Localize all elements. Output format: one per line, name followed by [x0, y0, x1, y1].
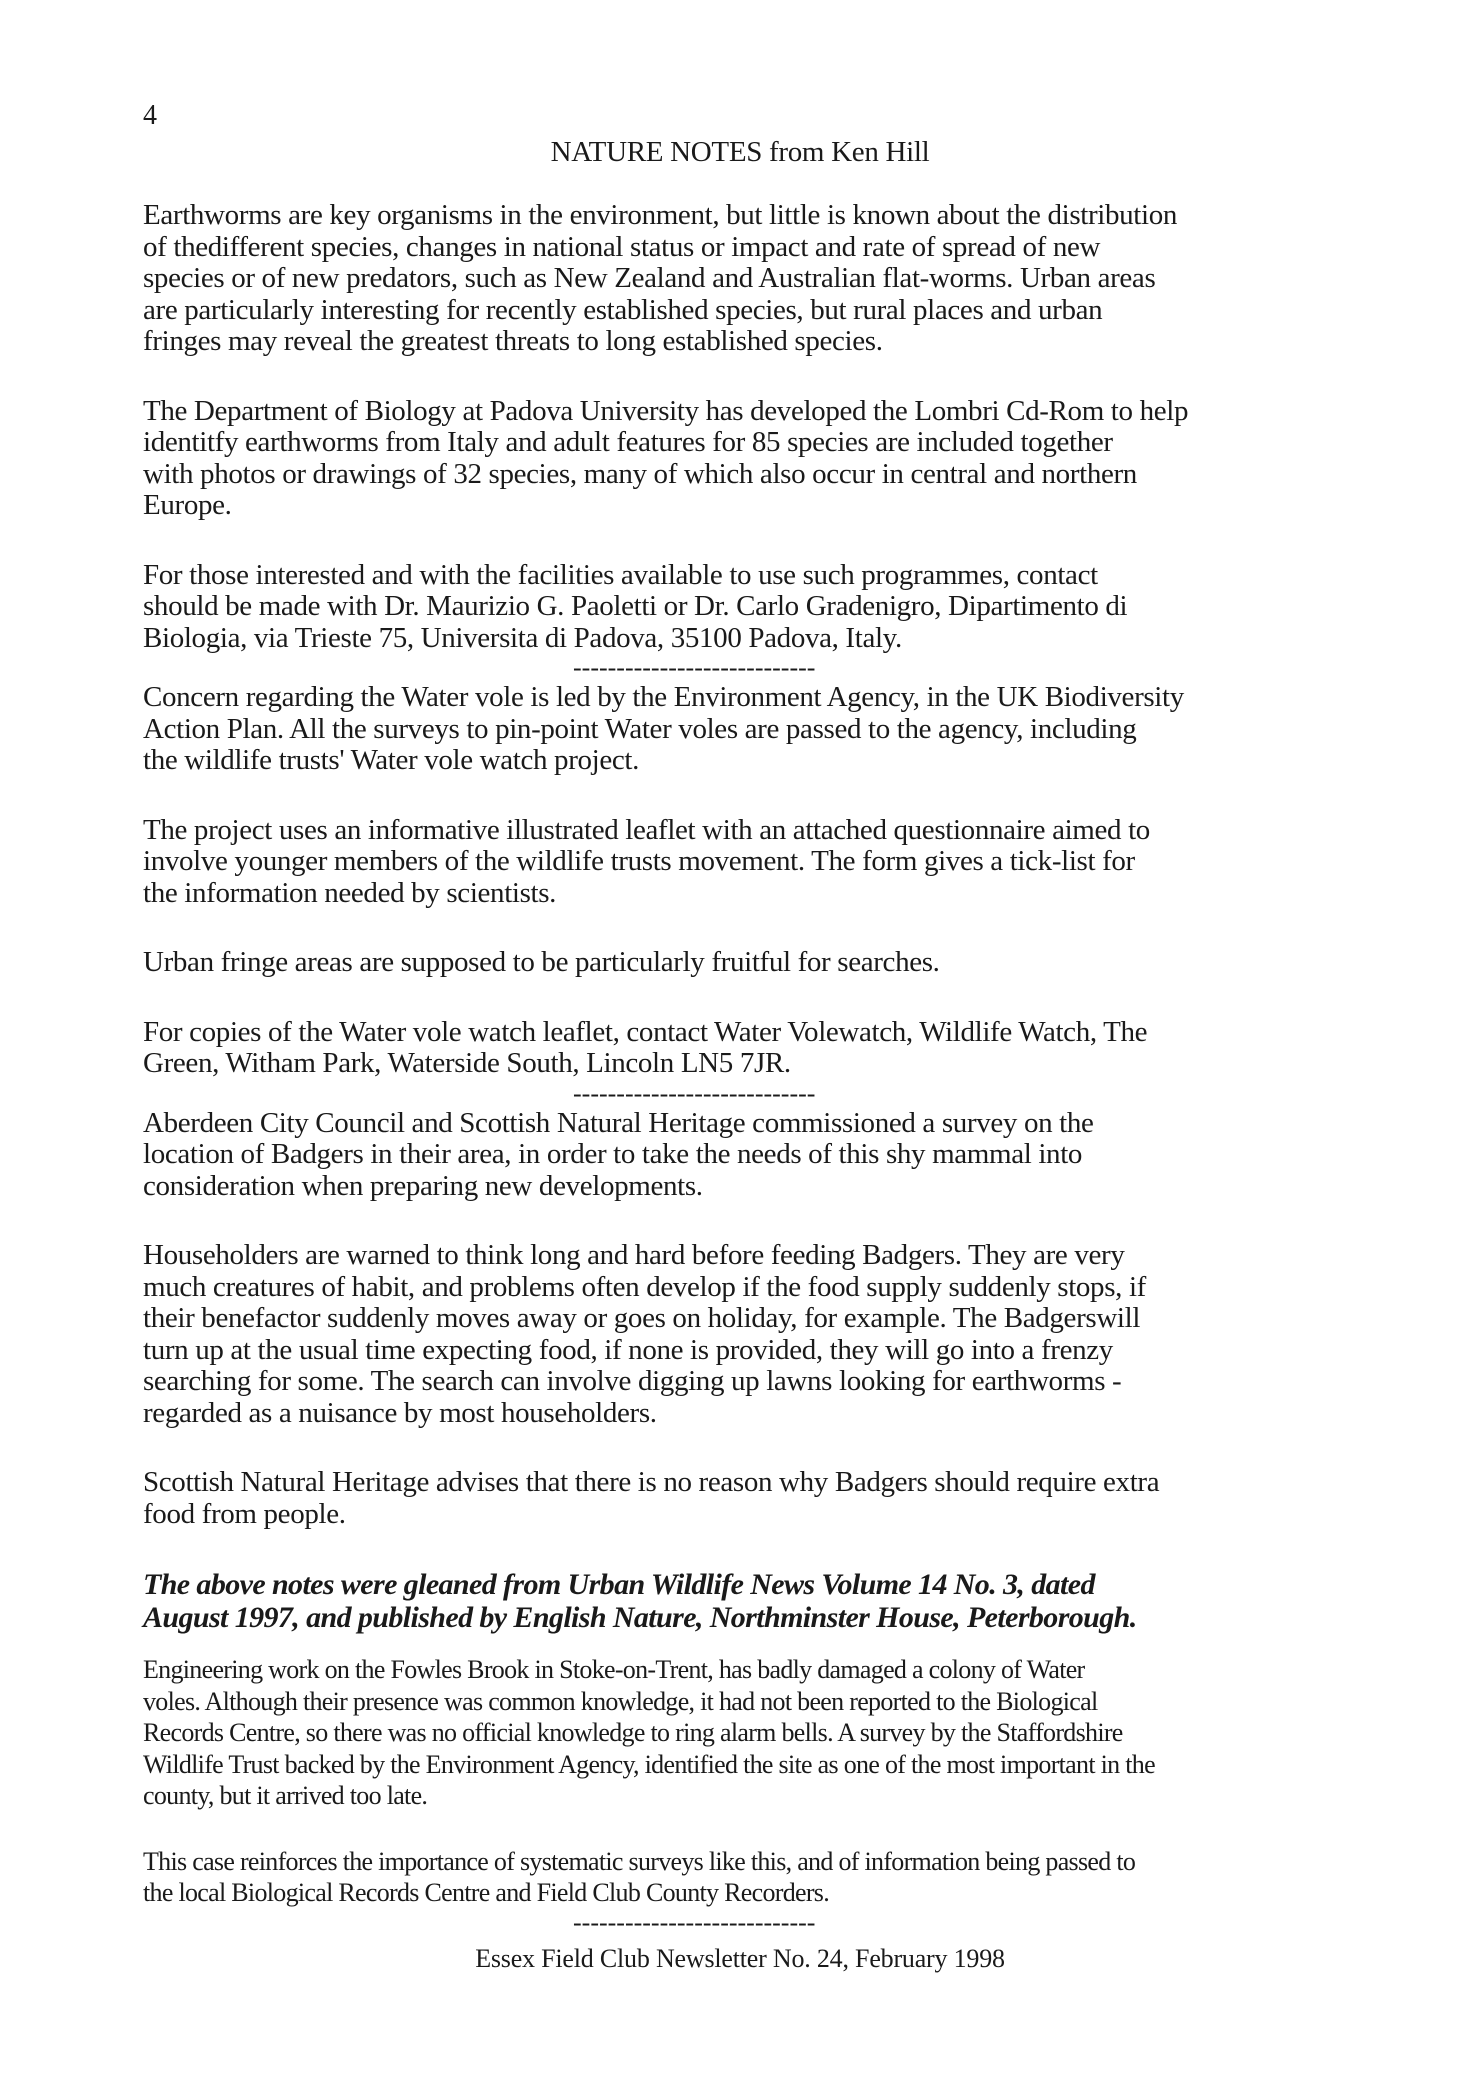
- text-line: county, but it arrived too late.: [143, 1781, 428, 1810]
- text-line: For those interested and with the facilities available to use such programmes, contact: [143, 558, 1098, 591]
- text-line: the local Biological Records Centre and Field Club County Recorders.: [143, 1878, 830, 1907]
- newsletter-footer: Essex Field Club Newsletter No. 24, February 1998: [475, 1944, 1005, 1973]
- text-line: Europe.: [143, 489, 232, 521]
- text-line: with photos or drawings of 32 species, many of which also occur in central and northern: [143, 457, 1137, 490]
- text-line: are particularly interesting for recently established species, but rural places and urban: [143, 293, 1103, 326]
- text-line: For copies of the Water vole watch leaflet, contact Water Volewatch, Wildlife Watch, The: [143, 1015, 1148, 1048]
- section-divider: ----------------------------: [573, 1907, 816, 1937]
- text-line: Green, Witham Park, Waterside South, Lincoln LN5 7JR.: [143, 1047, 791, 1079]
- text-line: involve younger members of the wildlife trusts movement. The form gives a tick-list for: [143, 845, 1135, 877]
- text-line: their benefactor suddenly moves away or goes on holiday, for example. The Badgerswill: [143, 1302, 1141, 1334]
- text-line: searching for some. The search can involve digging up lawns looking for earthworms -: [143, 1365, 1122, 1397]
- text-line: Urban fringe areas are supposed to be particularly fruitful for searches.: [143, 946, 940, 978]
- text-line: should be made with Dr. Maurizio G. Paoletti or Dr. Carlo Gradenigro, Dipartimento di: [143, 590, 1128, 622]
- fowles-brook-paragraph-1: [143, 1654, 1343, 1812]
- text-line: Wildlife Trust backed by the Environment Agency, identified the site as one of the most important in the: [143, 1749, 1155, 1779]
- text-line: August 1997, and published by English Nature, Northminster House, Peterborough.: [143, 1601, 1137, 1634]
- water-vole-paragraph-3: [143, 947, 1343, 979]
- text-line: the information needed by scientists.: [143, 876, 557, 909]
- water-vole-paragraph-1: [143, 682, 1343, 777]
- text-line: food from people.: [143, 1497, 346, 1530]
- earthworms-paragraph-1: [143, 200, 1343, 358]
- text-line: much creatures of habit, and problems often develop if the food supply suddenly stops, if: [143, 1270, 1146, 1303]
- badgers-paragraph-2: [143, 1240, 1343, 1429]
- text-line: The project uses an informative illustrated leaflet with an attached questionnaire aimed to: [143, 813, 1150, 846]
- badgers-paragraph-3: [143, 1467, 1343, 1530]
- text-line: the wildlife trusts' Water vole watch project.: [143, 744, 640, 776]
- source-attribution: [143, 1568, 1343, 1634]
- text-line: of thedifferent species, changes in national status or impact and rate of spread of new: [143, 230, 1101, 263]
- earthworms-paragraph-2: [143, 396, 1343, 522]
- text-line: Earthworms are key organisms in the environment, but little is known about the distribution: [143, 199, 1177, 231]
- page-title: NATURE NOTES from Ken Hill: [550, 136, 930, 168]
- water-vole-paragraph-4: [143, 1017, 1343, 1080]
- text-line: location of Badgers in their area, in order to take the needs of this shy mammal into: [143, 1138, 1083, 1170]
- article-body: [143, 200, 1343, 1937]
- text-line: Scottish Natural Heritage advises that there is no reason why Badgers should require extra: [143, 1466, 1160, 1498]
- section-divider: ----------------------------: [573, 653, 816, 682]
- badgers-paragraph-1: [143, 1108, 1343, 1203]
- text-line: Records Centre, so there was no official knowledge to ring alarm bells. A survey by the Staffordshire: [143, 1718, 1123, 1747]
- text-line: identitfy earthworms from Italy and adult features for 85 species are included together: [143, 426, 1113, 458]
- earthworms-paragraph-3: [143, 560, 1343, 655]
- text-line: voles. Although their presence was common knowledge, it had not been reported to the Biological: [143, 1686, 1098, 1716]
- text-line: Concern regarding the Water vole is led by the Environment Agency, in the UK Biodiversity: [143, 681, 1184, 713]
- water-vole-paragraph-2: [143, 815, 1343, 910]
- page-number: 4: [143, 100, 157, 131]
- text-line: species or of new predators, such as New Zealand and Australian flat-worms. Urban areas: [143, 262, 1156, 294]
- text-line: Engineering work on the Fowles Brook in Stoke-on-Trent, has badly damaged a colony of Water: [143, 1655, 1085, 1684]
- text-line: The above notes were gleaned from Urban Wildlife News Volume 14 No. 3, dated: [143, 1568, 1095, 1601]
- text-line: The Department of Biology at Padova University has developed the Lombri Cd-Rom to help: [143, 394, 1189, 427]
- section-divider: ----------------------------: [573, 1078, 816, 1108]
- text-line: Householders are warned to think long and hard before feeding Badgers. They are very: [143, 1239, 1125, 1271]
- text-line: regarded as a nuisance by most householders.: [143, 1396, 657, 1429]
- text-line: fringes may reveal the greatest threats to long established species.: [143, 325, 883, 357]
- fowles-brook-paragraph-2: [143, 1846, 1343, 1909]
- text-line: turn up at the usual time expecting food, if none is provided, they will go into a frenzy: [143, 1333, 1113, 1366]
- text-line: Biologia, via Trieste 75, Universita di Padova, 35100 Padova, Italy.: [143, 621, 902, 654]
- text-line: Action Plan. All the surveys to pin-point Water voles are passed to the agency, including: [143, 712, 1137, 745]
- text-line: This case reinforces the importance of systematic surveys like this, and of information being passed to: [143, 1846, 1136, 1876]
- text-line: consideration when preparing new developments.: [143, 1169, 703, 1202]
- text-line: Aberdeen City Council and Scottish Natural Heritage commissioned a survey on the: [143, 1106, 1094, 1139]
